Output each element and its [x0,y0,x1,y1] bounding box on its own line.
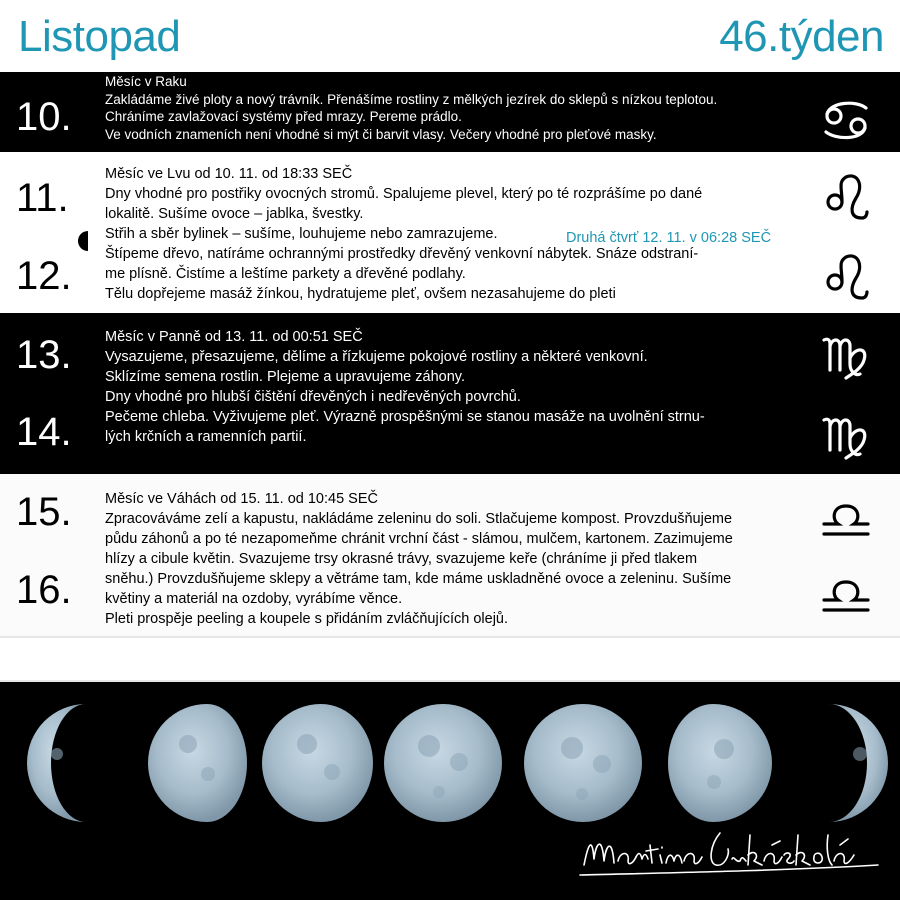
virgo-icon [820,410,872,462]
waxing-gibbous-moon-icon [148,704,266,822]
text-line: Měsíc v Panně od 13. 11. od 00:51 SEČ [105,329,363,345]
text-line: Pečeme chleba. Vyživujeme pleť. Výrazně prospěšnými se stanou masáže na uvolnění strnu- [105,409,705,425]
text-line: Střih a sběr bylinek – sušíme, louhujeme nebo zamrazujeme. [105,226,498,242]
empty-band [0,636,900,682]
full-moon-icon [384,704,502,822]
text-line: Měsíc ve Lvu od 10. 11. od 18:33 SEČ [105,166,353,182]
day-number-14: 14. [16,410,72,454]
day-number-16: 16. [16,568,72,612]
text-line: Zakládáme živé ploty a nový trávník. Přenášíme rostliny z mělkých jezírek do sklepů s nízkou teplotou. [105,91,718,107]
cancer-icon [820,94,872,146]
phase-note: Druhá čtvrť 12. 11. v 06:28 SEČ [566,230,772,246]
libra-icon [820,490,872,542]
text-line: Vysazujeme, přesazujeme, dělíme a řízkujeme pokojové rostliny a některé venkovní. [105,349,648,365]
month-title: Listopad [18,12,181,61]
text-line: květiny a materiál na ozdoby, vyrábíme věnce. [105,591,403,607]
leo-icon [820,172,872,224]
waxing-gibbous-moon-icon [262,704,380,822]
text-line: Tělu dopřejeme masáž žínkou, hydratujeme pleť, ovšem nezasahujeme do pleti [105,286,616,302]
libra-icon [820,566,872,618]
text-line: Dny vhodné pro hlubší čištění dřevěných i nedřevěných povrchů. [105,389,521,405]
text-line: Pleti prospěje peeling a koupele s přidáním zvláčňujících olejů. [105,611,509,627]
text-line: Sklízíme semena rostlin. Plejeme a upravujeme záhony. [105,369,465,385]
text-line: lokalitě. Sušíme ovoce – jablka, švestky. [105,206,364,222]
author-signature [578,815,883,885]
text-line: Zpracováváme zelí a kapustu, nakládáme zeleninu do soli. Stlačujeme kompost. Provzdušňujeme [105,511,733,527]
text-line: sněhu.) Provzdušňujeme sklepy a větráme tam, kde máme uskladněné ovoce a zeleninu. Sušíme [105,571,732,587]
day-number-13: 13. [16,333,72,377]
day-number-11: 11. [16,176,69,220]
waning-gibbous-moon-icon [654,704,772,822]
day-number-15: 15. [16,490,72,534]
waxing-crescent-moon-icon [27,704,145,822]
text-line: Měsíc ve Váhách od 15. 11. od 10:45 SEČ [105,491,378,507]
block-cancer-text [105,73,717,143]
day-number-10: 10. [16,95,72,139]
waning-crescent-moon-icon [770,704,888,822]
text-line: Chráníme zavlažovací systémy před mrazy. Pereme prádlo. [105,109,462,124]
full-moon-icon [524,704,642,822]
text-line: me plísně. Čistíme a leštíme parkety a dřevěné podlahy. [105,266,466,282]
day-number-12: 12. [16,254,72,298]
block-virgo-text [105,327,705,447]
text-line: Ve vodních znameních není vhodné si mýt či barvit vlasy. Večery vhodné pro pleťové masky. [105,126,657,142]
text-line: Dny vhodné pro postřiky ovocných stromů. Spalujeme plevel, který po té rozprášíme po dané [105,186,703,202]
first-quarter-moon-icon [72,230,92,252]
week-number: 46.týden [719,12,884,61]
text-line: půdu záhonů a po té nezapomeňme chránit vrchní část - slámou, mulčem, kartonem. Zazimujeme [105,531,733,547]
virgo-icon [820,330,872,382]
leo-icon [820,252,872,304]
block-libra-text [105,489,795,629]
text-line: Štípeme dřevo, natíráme ochrannými prostředky dřevěný venkovní nábytek. Snáze odstraní- [105,246,699,262]
text-line: Měsíc v Raku [105,74,187,89]
text-line: hlízy a cibule květin. Svazujeme trsy okrasné trávy, svazujeme keře (chráníme ji před tlakem [105,551,698,567]
page-header [0,0,900,72]
text-line: lých krčních a ramenních partií. [105,429,307,445]
